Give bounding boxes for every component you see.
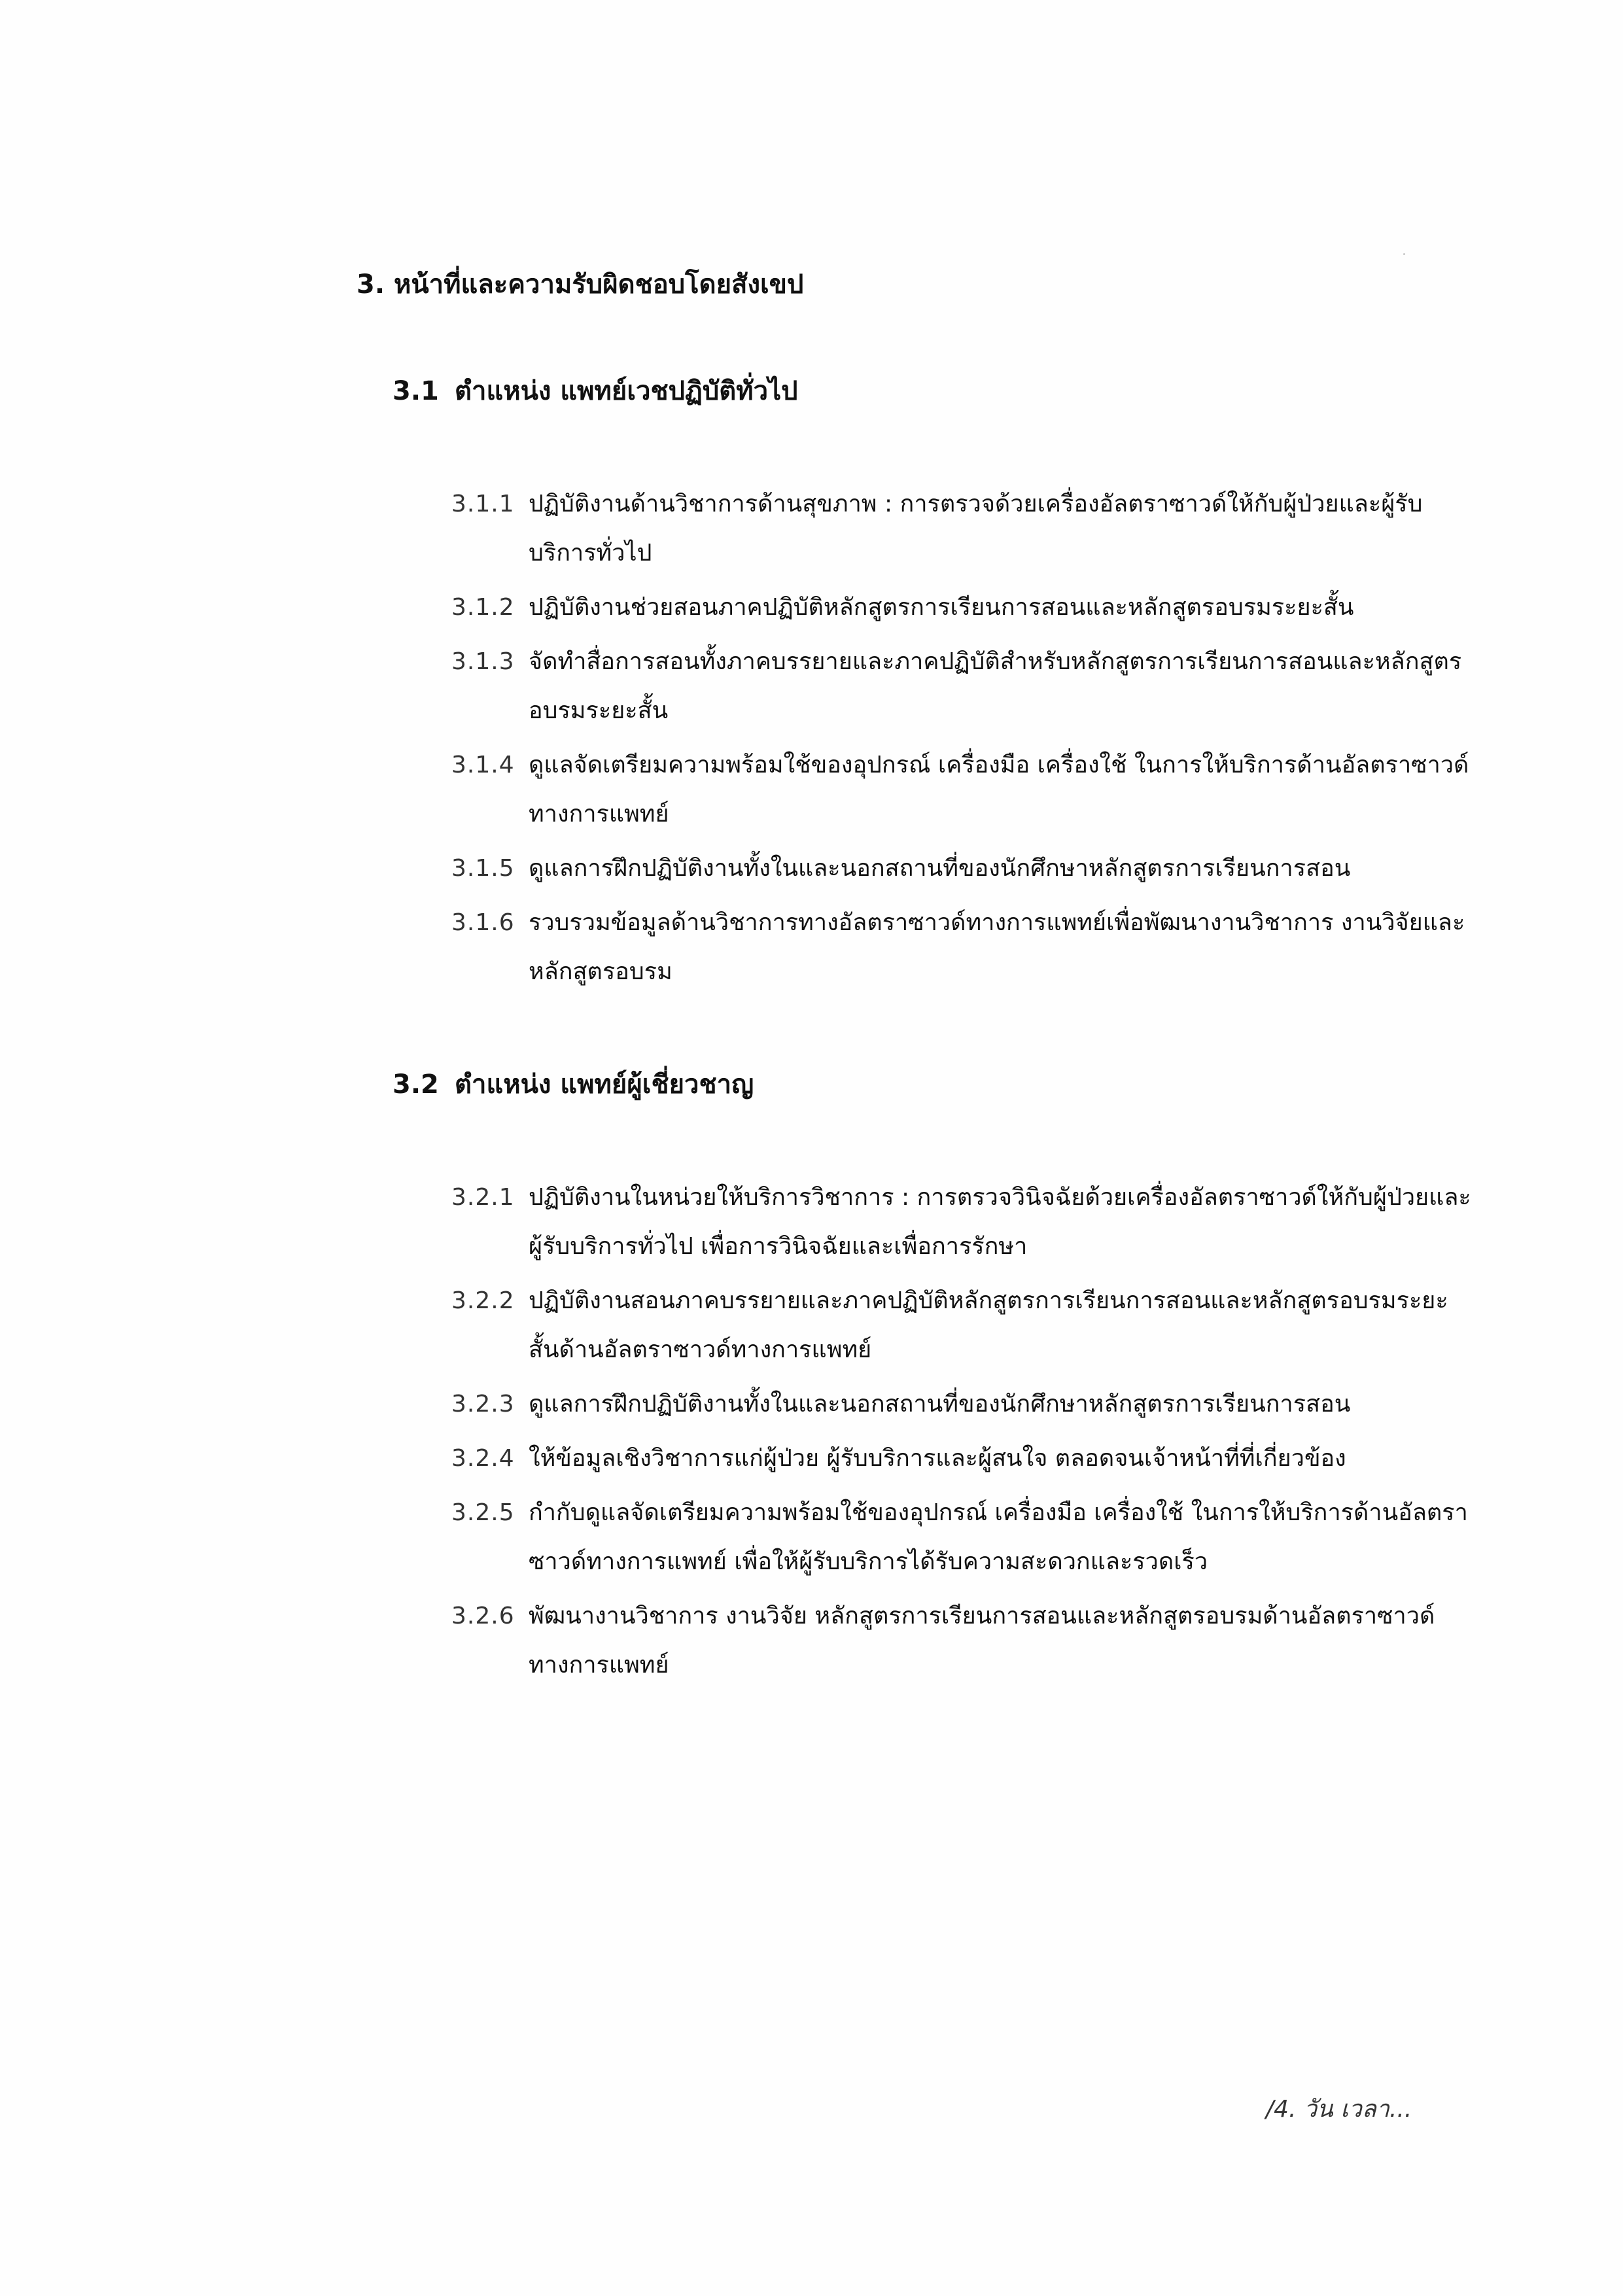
position-heading-3-2 xyxy=(393,1065,754,1104)
position-title: ตำแหน่ง แพทย์ผู้เชี่ยวชาญ xyxy=(455,1070,754,1100)
position-title: ตำแหน่ง แพทย์เวชปฏิบัติทั่วไป xyxy=(455,376,798,406)
duty-item-text: ดูแลการฝึกปฏิบัติงานทั้งในและนอกสถานที่ของนักศึกษาหลักสูตรการเรียนการสอน xyxy=(529,855,1351,882)
duty-item xyxy=(451,898,1472,996)
duty-item-text: กำกับดูแลจัดเตรียมความพร้อมใช้ของอุปกรณ์ เครื่องมือ เครื่องใช้ ในการให้บริการด้านอัลตราซาวด์ทางการแพทย์ เพื่อให้ผู้รับบริการได้รับความสะดวกและรวดเร็ว xyxy=(529,1499,1468,1575)
duty-item xyxy=(451,1592,1472,1690)
duty-item-number: 3.2.4 xyxy=(451,1445,515,1472)
duty-list-3-1 xyxy=(451,479,1472,1001)
duty-item-text: ปฏิบัติงานด้านวิชาการด้านสุขภาพ : การตรวจด้วยเครื่องอัลตราซาวด์ให้กับผู้ป่วยและผู้รับบริการทั่วไป xyxy=(529,491,1423,566)
duty-item-number: 3.2.6 xyxy=(451,1603,515,1629)
duty-item-number: 3.1.5 xyxy=(451,855,515,882)
duty-list-3-2 xyxy=(451,1173,1472,1695)
duty-item-number: 3.1.1 xyxy=(451,491,515,517)
duty-item-number: 3.2.3 xyxy=(451,1391,515,1418)
duty-item xyxy=(451,844,1472,893)
duty-item xyxy=(451,1173,1472,1271)
duty-item xyxy=(451,740,1472,839)
position-heading-3-1 xyxy=(393,372,798,411)
duty-item xyxy=(451,1488,1472,1586)
duty-item-text: ให้ข้อมูลเชิงวิชาการแก่ผู้ป่วย ผู้รับบริการและผู้สนใจ ตลอดจนเจ้าหน้าที่ที่เกี่ยวข้อง xyxy=(529,1445,1346,1472)
duty-item-number: 3.2.5 xyxy=(451,1499,515,1526)
position-number: 3.1 xyxy=(393,376,439,406)
scan-speck xyxy=(1403,253,1405,255)
duty-item xyxy=(451,1434,1472,1483)
duty-item-text: ปฏิบัติงานช่วยสอนภาคปฏิบัติหลักสูตรการเรียนการสอนและหลักสูตรอบรมระยะสั้น xyxy=(529,594,1354,621)
duty-item-text: ดูแลการฝึกปฏิบัติงานทั้งในและนอกสถานที่ของนักศึกษาหลักสูตรการเรียนการสอน xyxy=(529,1391,1351,1418)
duty-item xyxy=(451,1380,1472,1429)
duty-item-text: ดูแลจัดเตรียมความพร้อมใช้ของอุปกรณ์ เครื่องมือ เครื่องใช้ ในการให้บริการด้านอัลตราซาวด์ทางการแพทย์ xyxy=(529,752,1469,827)
position-number: 3.2 xyxy=(393,1070,439,1100)
duty-item-number: 3.1.3 xyxy=(451,648,515,675)
duty-item xyxy=(451,583,1472,632)
section-title: 3. หน้าที่และความรับผิดชอบโดยสังเขป xyxy=(357,270,804,300)
duty-item xyxy=(451,479,1472,578)
continuation-note: /4. วัน เวลา... xyxy=(1266,2096,1412,2123)
duty-item-text: ปฏิบัติงานสอนภาคบรรยายและภาคปฏิบัติหลักสูตรการเรียนการสอนและหลักสูตรอบรมระยะสั้นด้านอัลตราซาวด์ทางการแพทย์ xyxy=(529,1287,1448,1363)
duty-item-text: รวบรวมข้อมูลด้านวิชาการทางอัลตราซาวด์ทางการแพทย์เพื่อพัฒนางานวิชาการ งานวิจัยและหลักสูตรอบรม xyxy=(529,909,1465,985)
duty-item-number: 3.1.6 xyxy=(451,909,515,936)
duty-item-number: 3.2.1 xyxy=(451,1184,515,1211)
duty-item-number: 3.2.2 xyxy=(451,1287,515,1314)
duty-item-text: จัดทำสื่อการสอนทั้งภาคบรรยายและภาคปฏิบัติสำหรับหลักสูตรการเรียนการสอนและหลักสูตรอบรมระยะสั้น xyxy=(529,648,1462,724)
duty-item-text: พัฒนางานวิชาการ งานวิจัย หลักสูตรการเรียนการสอนและหลักสูตรอบรมด้านอัลตราซาวด์ทางการแพทย์ xyxy=(529,1603,1435,1679)
duty-item xyxy=(451,1276,1472,1374)
duty-item-number: 3.1.4 xyxy=(451,752,515,778)
duty-item-text: ปฏิบัติงานในหน่วยให้บริการวิชาการ : การตรวจวินิจฉัยด้วยเครื่องอัลตราซาวด์ให้กับผู้ป่วยและผู้รับบริการทั่วไป เพื่อการวินิจฉัยและเพื่อการรักษา xyxy=(529,1184,1471,1260)
duty-item xyxy=(451,637,1472,735)
duty-item-number: 3.1.2 xyxy=(451,594,515,621)
